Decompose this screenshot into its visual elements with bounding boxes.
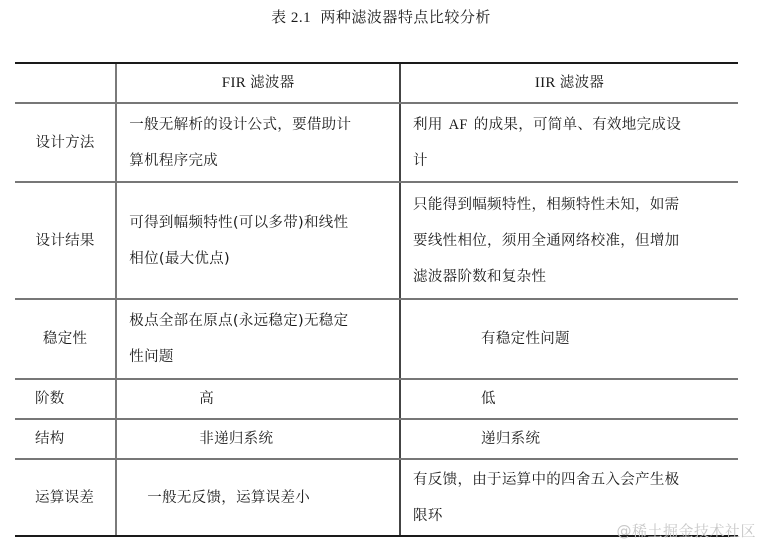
cell-line: 只能得到幅频特性，相频特性未知，如需 xyxy=(413,196,680,213)
table-title: 两种滤波器特点比较分析 xyxy=(320,8,491,26)
row-label: 阶数 xyxy=(15,379,116,419)
table-caption xyxy=(0,6,762,27)
cell-line: 计 xyxy=(413,152,428,169)
table-row xyxy=(15,299,738,379)
header-iir-latin: IIR xyxy=(534,75,556,91)
row-label: 设计结果 xyxy=(15,182,116,299)
table-row xyxy=(15,379,738,419)
cell-line: 可得到幅频特性(可以多带)和线性 xyxy=(129,214,349,231)
cell-line: 相位(最大优点) xyxy=(129,250,230,267)
header-fir xyxy=(116,63,400,103)
header-fir-latin: FIR xyxy=(221,75,247,91)
cell-line: 性问题 xyxy=(129,349,174,365)
fir-cell xyxy=(116,103,400,182)
table-number: 表 2.1 xyxy=(271,10,312,26)
cell-line xyxy=(413,107,732,143)
table-row xyxy=(15,182,738,299)
header-iir-suffix: 滤波器 xyxy=(559,75,605,91)
cell-line: 有稳定性问题 xyxy=(481,331,570,347)
cell-text: 利用 xyxy=(413,116,443,133)
fir-cell: 一般无反馈，运算误差小 xyxy=(116,459,400,536)
fir-cell: 非递归系统 xyxy=(116,419,400,459)
fir-cell: 高 xyxy=(116,379,400,419)
cell-text: 的成果，可简单、有效地完成设 xyxy=(473,116,681,133)
iir-cell xyxy=(400,299,738,379)
iir-cell xyxy=(400,103,738,182)
cell-line: 滤波器阶数和复杂性 xyxy=(413,268,547,285)
cell-line: 有反馈，由于运算中的四舍五入会产生极 xyxy=(413,471,680,488)
cell-line: 极点全部在原点(永远稳定)无稳定 xyxy=(129,313,349,329)
row-label: 设计方法 xyxy=(15,103,116,182)
cell-line: 要线性相位，须用全通网络校准，但增加 xyxy=(413,232,680,249)
watermark: @稀土掘金技术社区 xyxy=(616,522,756,540)
cell-line: 限环 xyxy=(413,507,443,524)
header-iir xyxy=(400,63,738,103)
header-fir-suffix: 滤波器 xyxy=(250,75,295,91)
cell-latin: AF xyxy=(448,116,468,133)
header-row xyxy=(15,63,738,103)
row-label: 结构 xyxy=(15,419,116,459)
fir-cell xyxy=(116,182,400,299)
filter-comparison-table xyxy=(15,62,738,537)
table-row xyxy=(15,419,738,459)
table-row xyxy=(15,103,738,182)
cell-line: 一般无解析的设计公式，要借助计 xyxy=(129,116,352,133)
iir-cell: 低 xyxy=(400,379,738,419)
row-label: 运算误差 xyxy=(15,459,116,536)
row-label: 稳定性 xyxy=(15,299,116,379)
iir-cell xyxy=(400,182,738,299)
cell-line: 算机程序完成 xyxy=(129,152,219,169)
fir-cell xyxy=(116,299,400,379)
header-empty-cell xyxy=(15,63,116,103)
iir-cell: 递归系统 xyxy=(400,419,738,459)
